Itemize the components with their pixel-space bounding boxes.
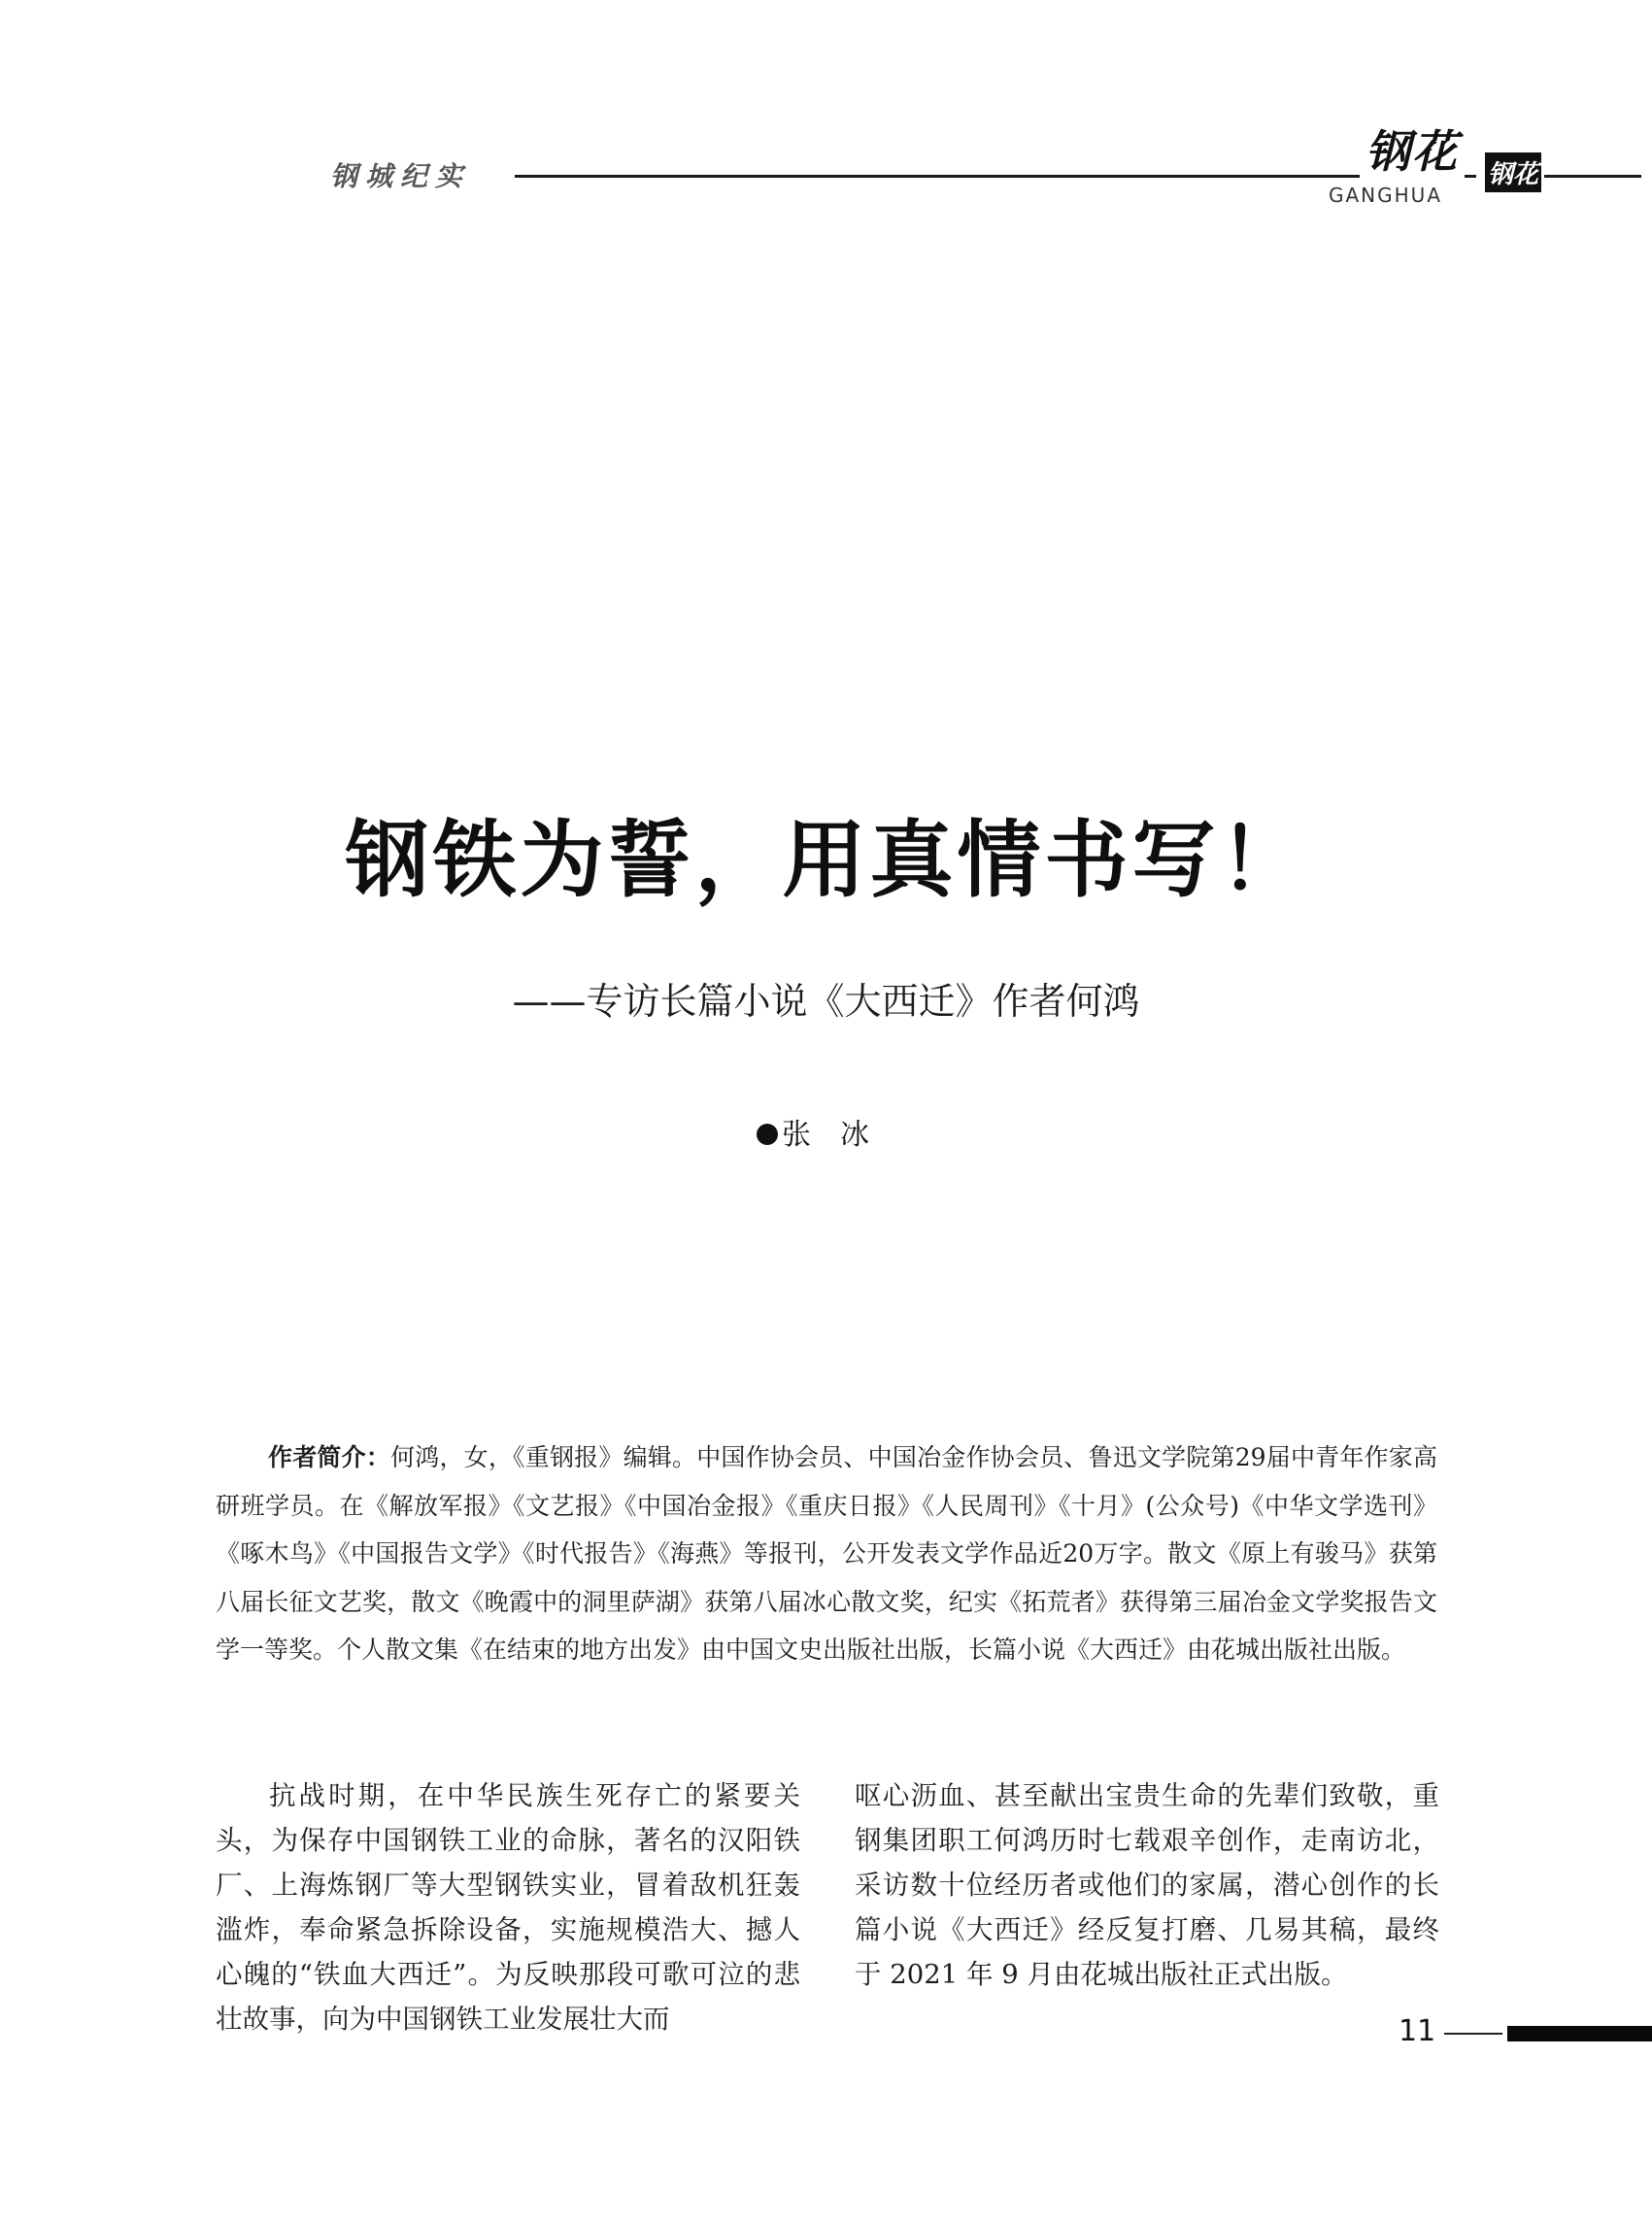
body-column-left: 抗战时期，在中华民族生死存亡的紧要关头，为保存中国钢铁工业的命脉，著名的汉阳铁厂、上海炼钢厂等大型钢铁实业，冒着敌机狂轰滥炸，奉命紧急拆除设备，实施规模浩大、撼人心魄的“铁血大西迁”。为反映那段可歌可泣的悲壮故事，向为中国钢铁工业发展壮大而: [216, 1780, 800, 2035]
page-number: 11: [1399, 2014, 1436, 2048]
body-column-right: 呕心沥血、甚至献出宝贵生命的先辈们致敬，重钢集团职工何鸿历时七载艰辛创作，走南访北，采访数十位经历者或他们的家属，潜心创作的长篇小说《大西迁》经反复打磨、几易其稿，最终于 2021 年 9 月由花城出版社正式出版。: [855, 1780, 1439, 1990]
author-name: 张冰: [782, 1118, 898, 1152]
footer-rule: [1444, 2033, 1502, 2035]
magazine-logo-latin: GANGHUA: [1329, 184, 1442, 207]
header-rule: [515, 175, 1476, 178]
section-title: 钢城纪实: [330, 160, 471, 192]
bullet-icon: [757, 1124, 778, 1145]
author-bio: [216, 1433, 1437, 1674]
article-subtitle: ——专访长篇小说《大西迁》作者何鸿: [512, 980, 1140, 1023]
byline: [757, 1116, 898, 1155]
author-bio-label: 作者简介：: [268, 1443, 391, 1471]
magazine-logo-box: 钢花: [1485, 152, 1541, 192]
magazine-logo: 钢花: [1360, 117, 1465, 181]
article-title: 钢铁为誓，用真情书写！: [345, 811, 1307, 909]
footer-bar: [1507, 2026, 1652, 2041]
author-bio-text: 何鸿，女，《重钢报》编辑。中国作协会员、中国冶金作协会员、鲁迅文学院第29届中青年作家高研班学员。在《解放军报》《文艺报》《中国冶金报》《重庆日报》《人民周刊》《十月》(公众号)《中华文学选刊》《啄木鸟》《中国报告文学》《时代报告》《海燕》等报刊，公开发表文学作品近20万字。散文《原上有骏马》获第八届长征文艺奖，散文《晚霞中的洞里萨湖》获第八届冰心散文奖，纪实《拓荒者》获得第三届冶金文学奖报告文学一等奖。个人散文集《在结束的地方出发》由中国文史出版社出版，长篇小说《大西迁》由花城出版社出版。: [216, 1443, 1437, 1664]
header-rule-tail: [1544, 175, 1641, 178]
